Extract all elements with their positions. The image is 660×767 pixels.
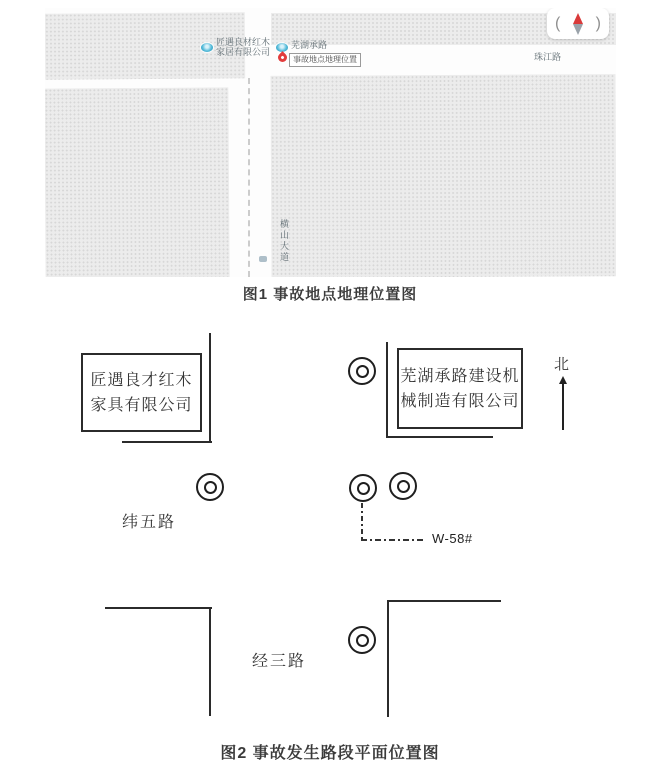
road-label-hengshan: 横山大道 bbox=[279, 219, 289, 263]
pole-number-label: W-58# bbox=[432, 531, 473, 546]
figure2-caption: 图2 事故发生路段平面位置图 bbox=[220, 745, 440, 762]
pole-leader-line bbox=[361, 503, 363, 541]
poi-furniture-label-line2: 家居有限公司 bbox=[216, 47, 271, 57]
geographic-map-figure bbox=[45, 8, 616, 277]
compass-control bbox=[547, 8, 609, 39]
company-right-line2: 械制造有限公司 bbox=[400, 392, 520, 410]
rotate-right-icon: ) bbox=[595, 14, 601, 32]
rotate-left-icon: ( bbox=[555, 14, 561, 32]
poi-chenglu-label: 芜湖承路 bbox=[291, 40, 328, 50]
company-left-line1: 匠遇良才红木 bbox=[90, 371, 193, 389]
pole-marker bbox=[389, 472, 417, 500]
accident-pin-label: 事故地点地理位置 bbox=[289, 53, 361, 67]
accident-pin-icon bbox=[276, 51, 289, 64]
compass-needle-icon bbox=[573, 13, 583, 35]
company-left-line2: 家具有限公司 bbox=[90, 396, 193, 414]
poi-furniture-label bbox=[216, 37, 270, 57]
road-edge-line bbox=[122, 441, 212, 443]
road-edge-line bbox=[387, 600, 389, 717]
north-label: 北 bbox=[554, 357, 572, 373]
road-edge-line bbox=[209, 607, 211, 716]
north-arrow-line bbox=[562, 383, 564, 430]
pole-marker bbox=[348, 626, 376, 654]
pole-leader-line bbox=[361, 539, 425, 541]
road-label-weiwu: 纬五路 bbox=[122, 514, 177, 531]
map-block-right bbox=[270, 74, 616, 277]
company-box-left bbox=[81, 353, 202, 432]
pole-marker bbox=[348, 357, 376, 385]
poi-furniture-label-line1: 匠遇良材红木 bbox=[216, 37, 271, 47]
poi-marker-icon bbox=[201, 43, 213, 52]
road-label-zhujiang: 珠江路 bbox=[534, 52, 562, 62]
road-edge-line bbox=[386, 342, 388, 438]
bus-stop-icon bbox=[259, 256, 267, 262]
road-label-jingsan: 经三路 bbox=[252, 653, 307, 670]
road-edge-line bbox=[209, 333, 211, 443]
map-block-left bbox=[45, 87, 230, 277]
figure1-caption: 图1 事故地点地理位置图 bbox=[242, 286, 418, 303]
company-box-right bbox=[397, 348, 523, 429]
pole-marker bbox=[349, 474, 377, 502]
road-centerline bbox=[248, 78, 250, 277]
pole-marker bbox=[196, 473, 224, 501]
road-edge-line bbox=[386, 436, 493, 438]
road-edge-line bbox=[105, 607, 212, 609]
company-right-line1: 芜湖承路建设机 bbox=[400, 367, 520, 385]
road-edge-line bbox=[387, 600, 501, 602]
